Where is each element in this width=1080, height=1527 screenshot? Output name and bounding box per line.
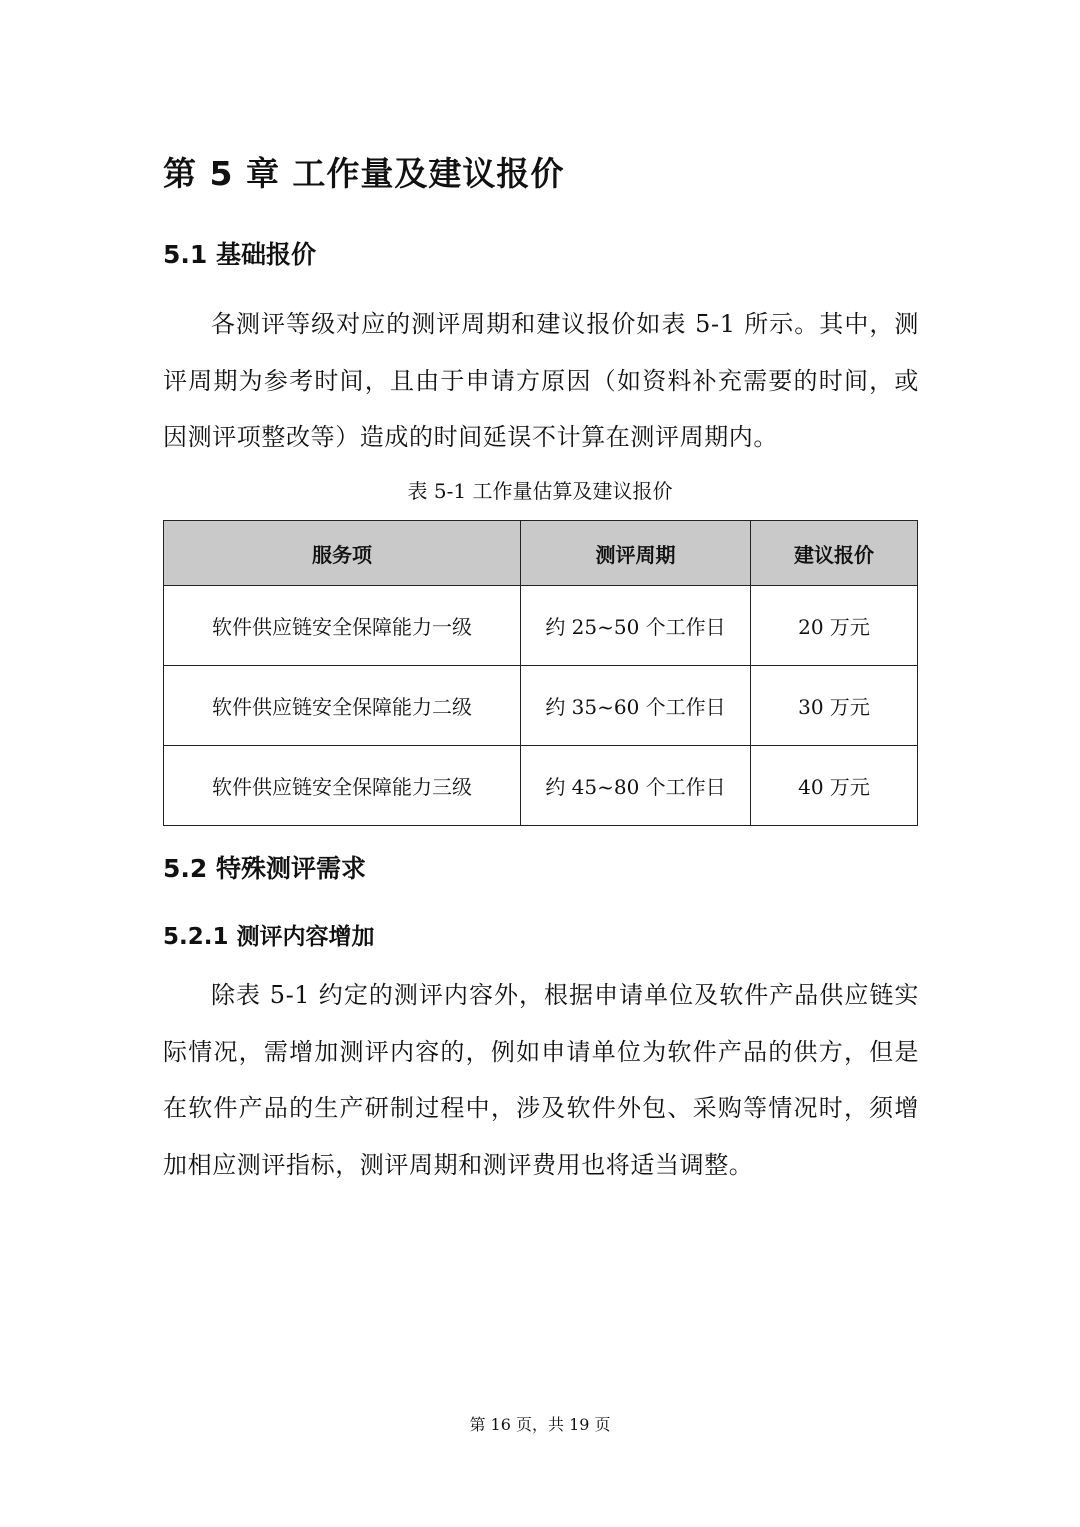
- cell-price: 20 万元: [751, 586, 918, 666]
- quote-table: [163, 520, 918, 826]
- header-period: 测评周期: [521, 521, 751, 586]
- chapter-title: 第 5 章 工作量及建议报价: [163, 154, 565, 193]
- table-row: [164, 586, 918, 666]
- table-row: [164, 666, 918, 746]
- table-row: [164, 746, 918, 826]
- cell-service-item: 软件供应链安全保障能力一级: [164, 586, 521, 666]
- cell-price: 30 万元: [751, 666, 918, 746]
- cell-period: 约 25~50 个工作日: [521, 586, 751, 666]
- cell-period: 约 45~80 个工作日: [521, 746, 751, 826]
- table-header-row: [164, 521, 918, 586]
- paragraph-basic-quote: 各测评等级对应的测评周期和建议报价如表 5-1 所示。其中，测评周期为参考时间，且由于申请方原因（如资料补充需要的时间，或因测评项整改等）造成的时间延误不计算在测评周期内。: [163, 310, 919, 451]
- header-service-item: 服务项: [164, 521, 521, 586]
- cell-price: 40 万元: [751, 746, 918, 826]
- subsection-heading-content-increase: 5.2.1 测评内容增加: [163, 924, 375, 950]
- header-price: 建议报价: [751, 521, 918, 586]
- paragraph-content-increase: 除表 5-1 约定的测评内容外，根据申请单位及软件产品供应链实际情况，需增加测评内容的，例如申请单位为软件产品的供方，但是在软件产品的生产研制过程中，涉及软件外包、采购等情况时，须增加相应测评指标，测评周期和测评费用也将适当调整。: [163, 981, 919, 1179]
- cell-service-item: 软件供应链安全保障能力二级: [164, 666, 521, 746]
- section-heading-basic-quote: 5.1 基础报价: [163, 240, 316, 269]
- page-number-footer: 第 16 页，共 19 页: [469, 1415, 611, 1434]
- cell-service-item: 软件供应链安全保障能力三级: [164, 746, 521, 826]
- table-caption: 表 5-1 工作量估算及建议报价: [407, 479, 673, 503]
- cell-period: 约 35~60 个工作日: [521, 666, 751, 746]
- section-heading-special-requirements: 5.2 特殊测评需求: [163, 854, 366, 883]
